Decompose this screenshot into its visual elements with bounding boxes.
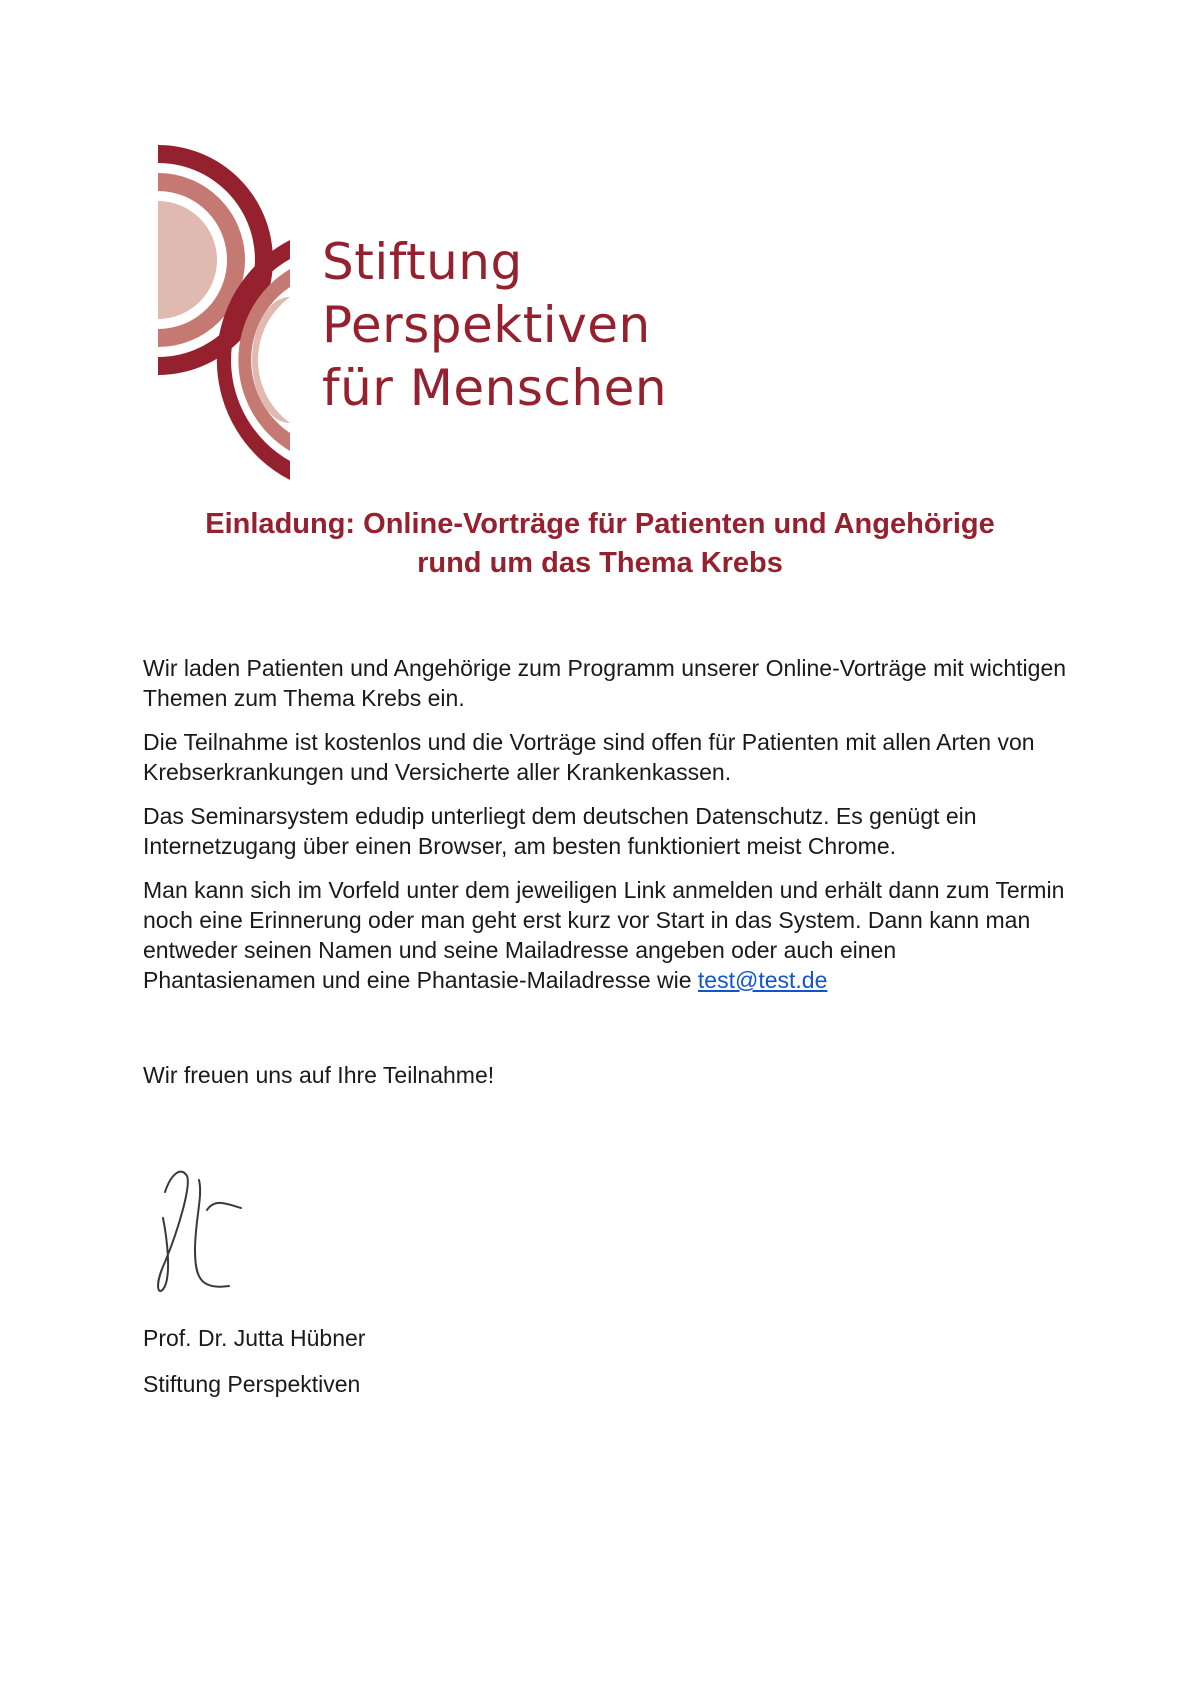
foundation-logo <box>158 145 718 480</box>
paragraph-registration <box>143 875 1073 995</box>
concentric-arcs-logo-icon <box>158 145 318 480</box>
signer-name: Prof. Dr. Jutta Hübner <box>143 1325 366 1351</box>
paragraph-intro: Wir laden Patienten und Angehörige zum Programm unserer Online-Vorträge mit wichtigen Themen zum Thema Krebs ein. <box>143 655 1067 711</box>
logo-wordmark <box>322 231 667 420</box>
signer-organization: Stiftung Perspektiven <box>143 1371 361 1397</box>
letter-body <box>143 653 1073 1009</box>
email-link[interactable]: test@test.de <box>697 967 828 993</box>
heading-line-1: Einladung: Online-Vorträge für Patienten und Angehörige <box>205 508 995 540</box>
paragraph-seminar-system: Das Seminarsystem edudip unterliegt dem deutschen Datenschutz. Es genügt ein Internetzugang über einen Browser, am besten funktioniert meist Chrome. <box>143 803 977 859</box>
invitation-heading <box>100 505 1100 583</box>
logo-line-2: Perspektiven <box>322 296 651 354</box>
closing-line: Wir freuen uns auf Ihre Teilnahme! <box>143 1062 495 1088</box>
handwritten-signature <box>143 1150 253 1300</box>
logo-line-1: Stiftung <box>322 233 523 291</box>
paragraph-participation: Die Teilnahme ist kostenlos und die Vorträge sind offen für Patienten mit allen Arten von Krebserkrankungen und Versicherte aller Krankenkassen. <box>143 729 1035 785</box>
logo-line-3: für Menschen <box>322 359 668 417</box>
registration-text: Man kann sich im Vorfeld unter dem jeweiligen Link anmelden und erhält dann zum Termin noch eine Erinnerung oder man geht erst kurz vor Start in das System. Dann kann man entweder seinen Namen und seine Mailadresse angeben oder auch einen Phantasienamen und eine Phantasie-Mailadresse wie <box>143 877 1065 993</box>
heading-line-2: rund um das Thema Krebs <box>417 547 783 579</box>
